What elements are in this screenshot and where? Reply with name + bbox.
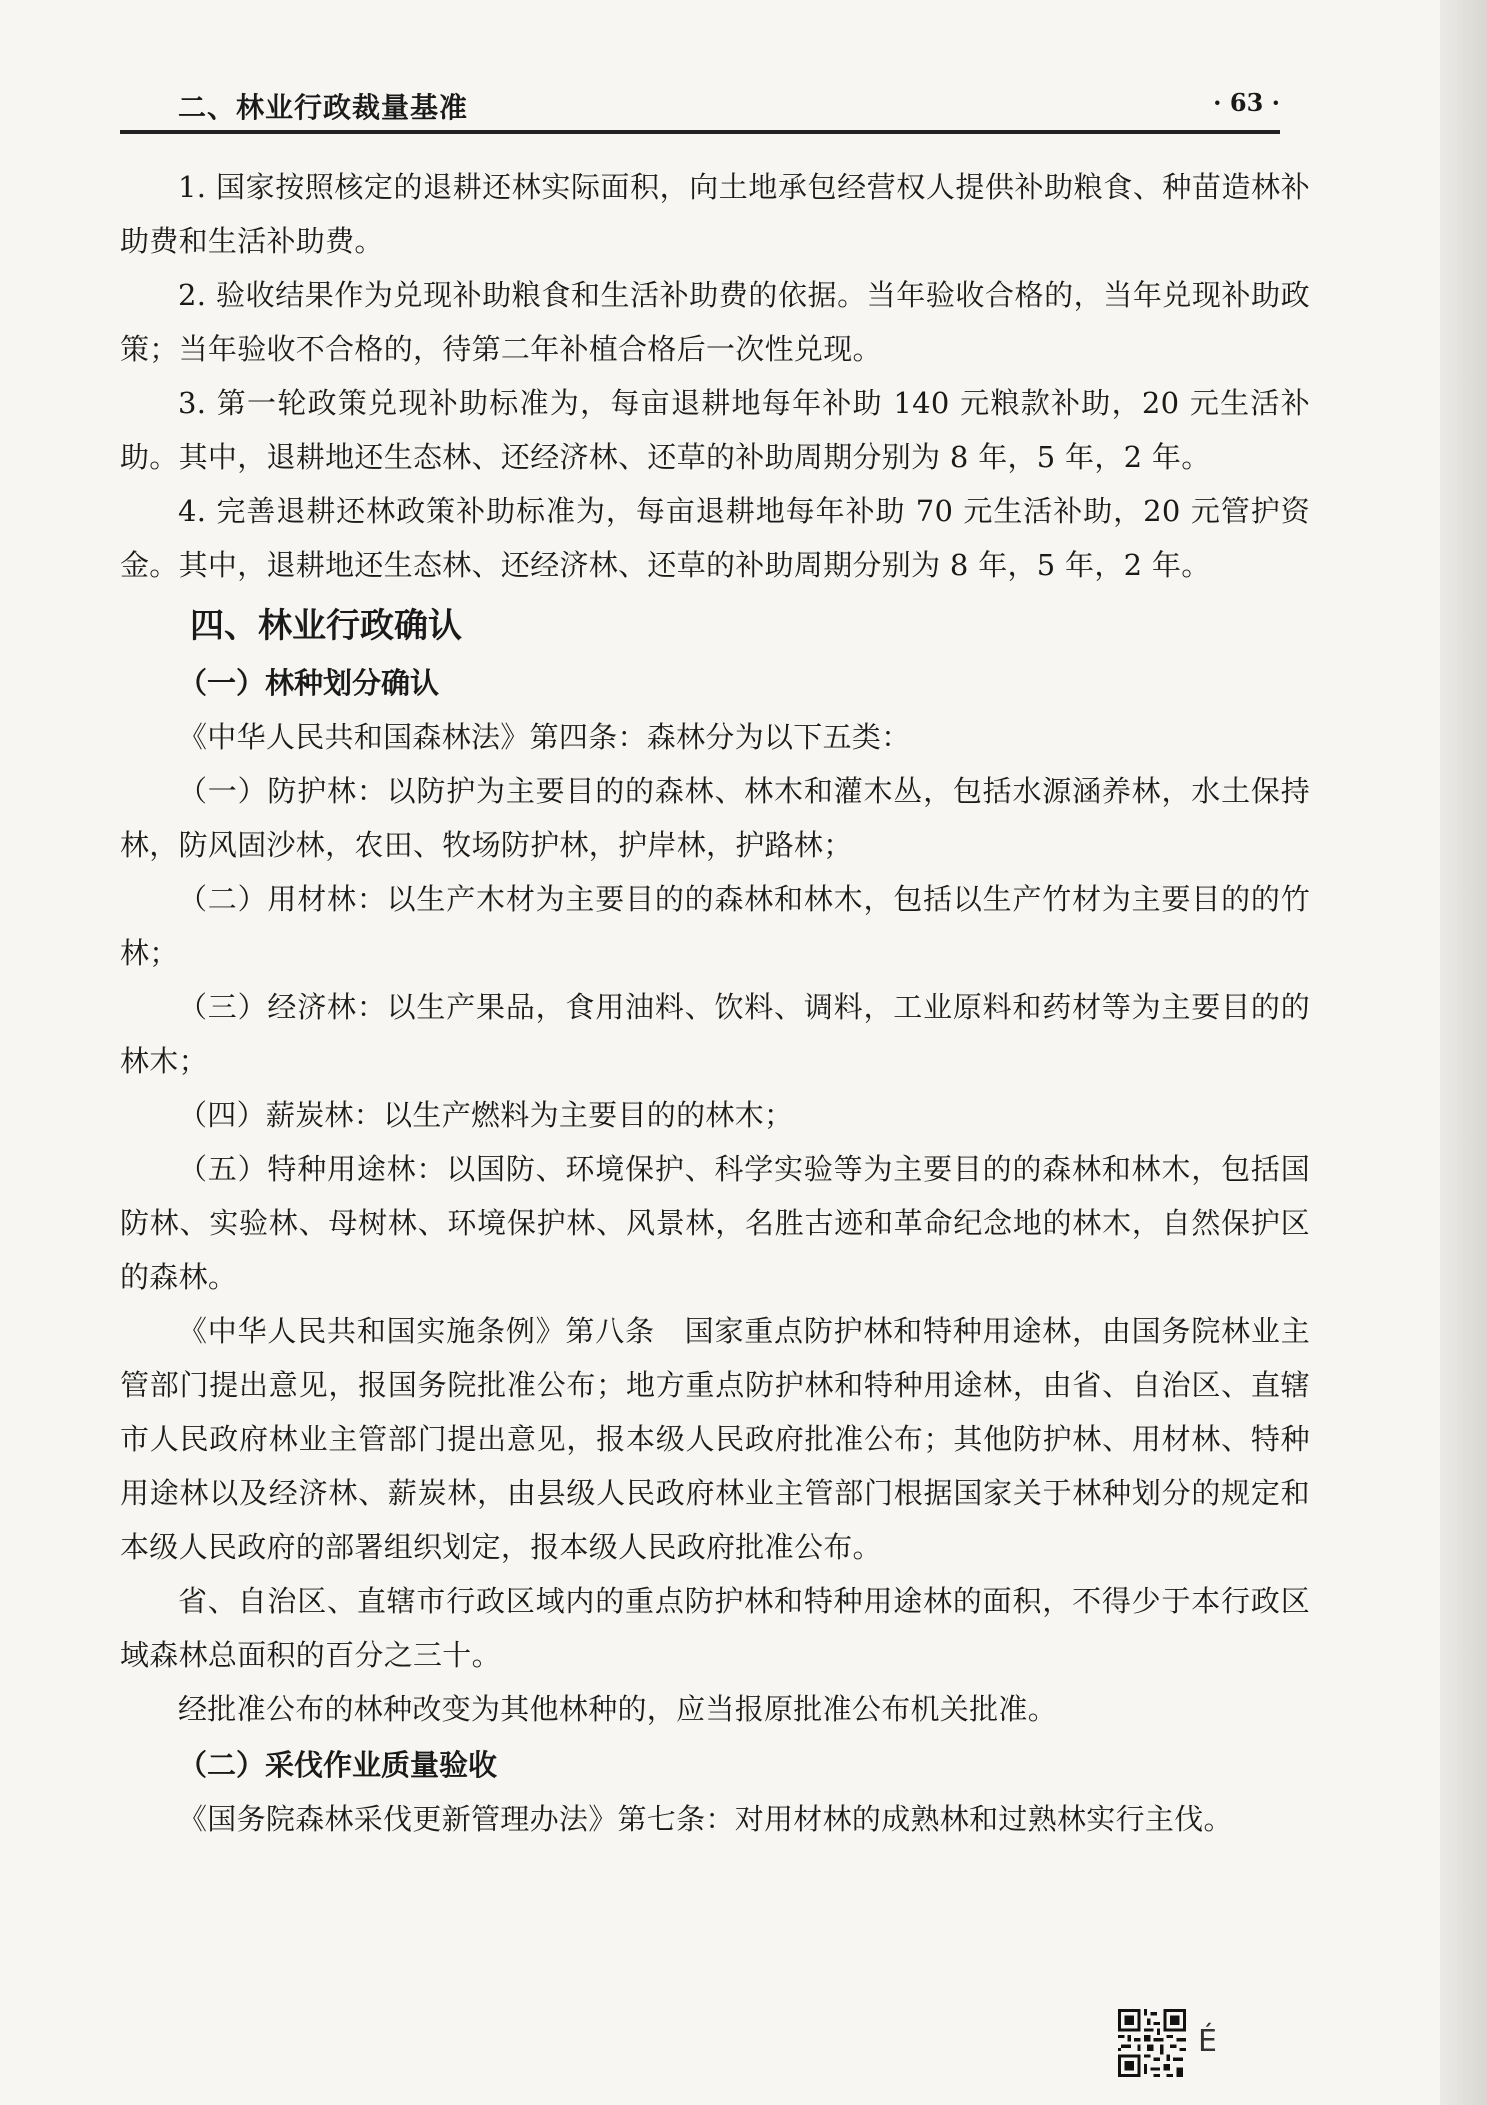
- paragraph-fuel-forest: （四）薪炭林：以生产燃料为主要目的的林木；: [178, 1098, 794, 1132]
- page-body: [120, 160, 1310, 1846]
- paragraph-special-forest: （五）特种用途林：以国防、环境保护、科学实验等为主要目的的森林和林木，包括国防林、实验林、母树林、环境保护林、风景林，名胜古迹和革命纪念地的林木，自然保护区的森林。: [120, 1152, 1310, 1294]
- running-header: [120, 86, 1280, 130]
- footer-mark: É: [1198, 2024, 1217, 2059]
- paragraph-subsidy-2: 2. 验收结果作为兑现补助粮食和生活补助费的依据。当年验收合格的，当年兑现补助政策；当年验收不合格的，待第二年补植合格后一次性兑现。: [120, 278, 1310, 366]
- paragraph-protection-forest: （一）防护林：以防护为主要目的的森林、林木和灌木丛，包括水源涵养林，水土保持林，防风固沙林，农田、牧场防护林，护岸林，护路林；: [120, 774, 1310, 862]
- paragraph-economic-forest: （三）经济林：以生产果品，食用油料、饮料、调料，工业原料和药材等为主要目的的林木；: [120, 990, 1310, 1078]
- paragraph-logging-article7: 《国务院森林采伐更新管理办法》第七条：对用材林的成熟林和过熟林实行主伐。: [178, 1802, 1233, 1836]
- paragraph-approval-change: 经批准公布的林种改变为其他林种的，应当报原批准公布机关批准。: [178, 1692, 1058, 1726]
- subheading-forest-classification: （一）林种划分确认: [178, 666, 440, 700]
- paragraph-subsidy-1: 1. 国家按照核定的退耕还林实际面积，向土地承包经营权人提供补助粮食、种苗造林补助费和生活补助费。: [120, 170, 1310, 258]
- paragraph-subsidy-4: 4. 完善退耕还林政策补助标准为，每亩退耕地每年补助 70 元生活补助，20 元管护资金。其中，退耕地还生态林、还经济林、还草的补助周期分别为 8 年，5 年，2 年。: [120, 494, 1310, 582]
- header-rule: [120, 130, 1280, 134]
- section-title: 二、林业行政裁量基准: [178, 91, 469, 124]
- qr-code-icon: [1118, 2009, 1186, 2077]
- subheading-logging-acceptance: （二）采伐作业质量验收: [178, 1748, 498, 1782]
- paragraph-forest-law-article4: 《中华人民共和国森林法》第四条：森林分为以下五类：: [178, 720, 911, 754]
- paragraph-subsidy-3: 3. 第一轮政策兑现补助标准为，每亩退耕地每年补助 140 元粮款补助，20 元生活补助。其中，退耕地还生态林、还经济林、还草的补助周期分别为 8 年，5 年，2 年。: [120, 386, 1310, 474]
- page-edge-shadow: [1440, 0, 1487, 2105]
- paragraph-regulation-article8: 《中华人民共和国实施条例》第八条 国家重点防护林和特种用途林，由国务院林业主管部门提出意见，报国务院批准公布；地方重点防护林和特种用途林，由省、自治区、直辖市人民政府林业主管部门提出意见，报本级人民政府批准公布；其他防护林、用材林、特种用途林以及经济林、薪炭林，由县级人民政府林业主管部门根据国家关于林种划分的规定和本级人民政府的部署组织划定，报本级人民政府批准公布。: [120, 1314, 1310, 1564]
- page-number: · 63 ·: [1213, 88, 1280, 117]
- section-heading-confirmation: 四、林业行政确认: [190, 606, 462, 646]
- paragraph-area-requirement: 省、自治区、直辖市行政区域内的重点防护林和特种用途林的面积，不得少于本行政区域森林总面积的百分之三十。: [120, 1584, 1310, 1672]
- paragraph-timber-forest: （二）用材林：以生产木材为主要目的的森林和林木，包括以生产竹材为主要目的的竹林；: [120, 882, 1310, 970]
